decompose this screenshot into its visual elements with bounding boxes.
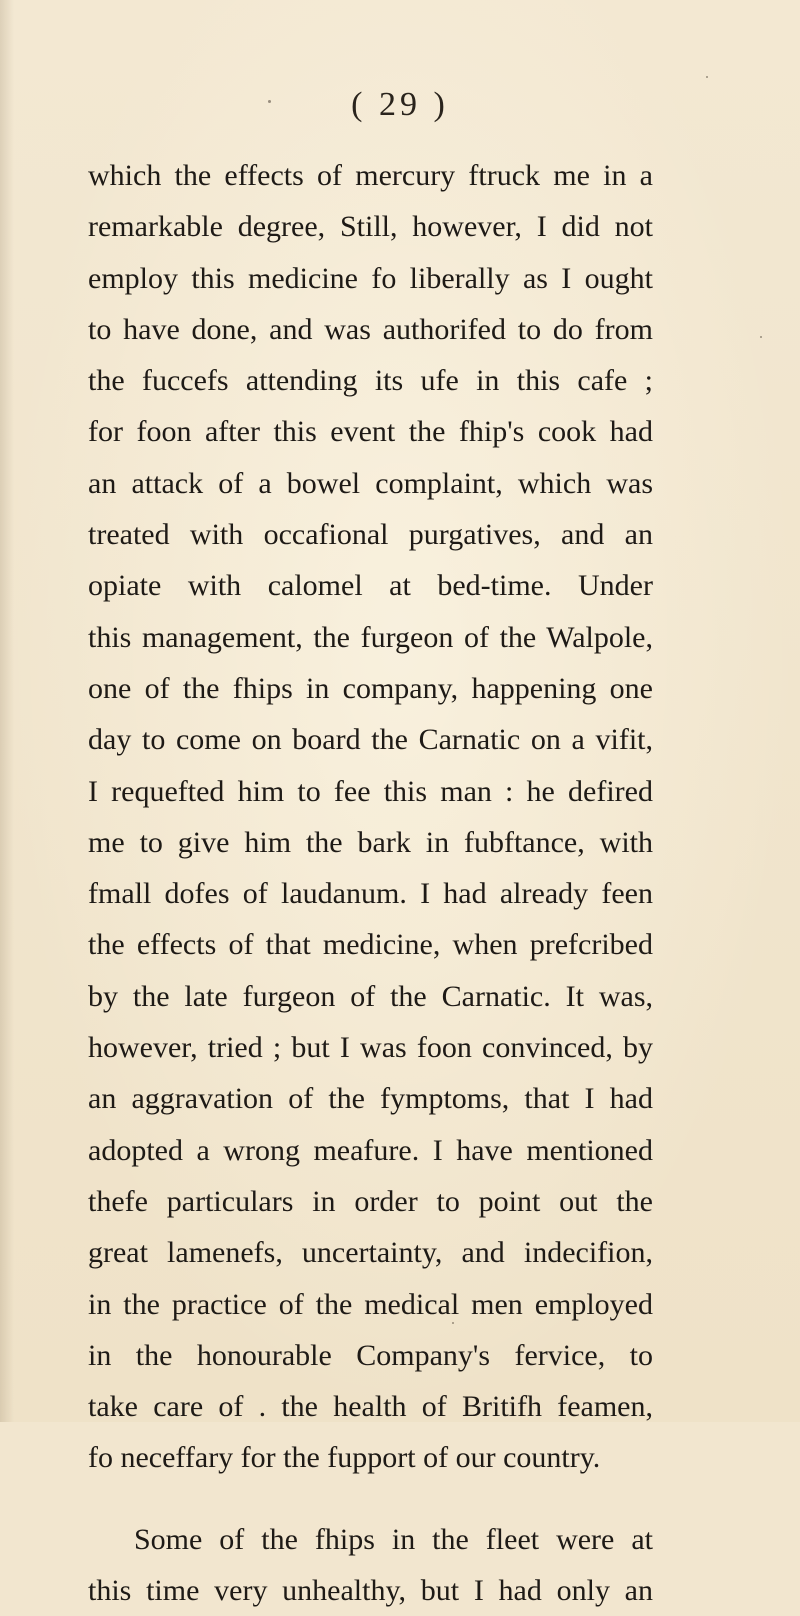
text-line: by the late furgeon of the Carnatic. It was,: [88, 979, 653, 1013]
paragraph-1: [88, 150, 653, 1484]
text-line: the fuccefs attending its ufe in this cafe ;: [88, 364, 653, 398]
text-line: Some of the fhips in the fleet were at: [134, 1522, 653, 1556]
text-line: day to come on board the Carnatic on a vifit,: [88, 723, 653, 757]
body-text: [88, 150, 653, 1616]
paragraph-gap: [88, 1484, 653, 1514]
text-line: one of the fhips in company, happening one: [88, 671, 653, 705]
text-line: an aggravation of the fymptoms, that I had: [88, 1082, 653, 1116]
text-line: take care of . the health of Britifh feamen,: [88, 1390, 653, 1424]
paragraph-2: [88, 1514, 653, 1616]
text-line: an attack of a bowel complaint, which was: [88, 466, 653, 500]
text-line: opiate with calomel at bed-time. Under: [88, 569, 653, 603]
text-line: however, tried ; but I was foon convinced, by: [88, 1031, 653, 1065]
page-number: ( 29 ): [351, 86, 449, 123]
text-line: for foon after this event the fhip's cook had: [88, 415, 653, 449]
text-line: remarkable degree, Still, however, I did not: [88, 210, 653, 244]
text-line: which the effects of mercury ftruck me in a: [88, 159, 653, 192]
text-line: fmall dofes of laudanum. I had already feen: [88, 877, 653, 911]
text-line: in the honourable Company's fervice, to: [88, 1338, 653, 1372]
text-line: fo neceffary for the fupport of our country.: [88, 1441, 601, 1475]
text-line: thefe particulars in order to point out the: [88, 1184, 653, 1218]
paper-speck: [706, 76, 708, 78]
text-line: me to give him the bark in fubftance, with: [88, 825, 653, 859]
text-line: treated with occafional purgatives, and an: [88, 518, 653, 552]
text-line: I requefted him to fee this man : he defired: [88, 774, 653, 808]
text-line: great lamenefs, uncertainty, and indecifion,: [88, 1236, 653, 1270]
text-line: this management, the furgeon of the Walpole,: [88, 620, 653, 654]
paper-speck: [268, 100, 271, 103]
text-line: this time very unhealthy, but I had only an: [88, 1574, 653, 1608]
text-line: to have done, and was authorifed to do from: [88, 312, 653, 346]
text-line: employ this medicine fo liberally as I ought: [88, 261, 653, 295]
text-line: adopted a wrong meafure. I have mentioned: [88, 1133, 653, 1167]
paper-speck: [452, 1322, 454, 1324]
page-gutter-shadow: [0, 0, 14, 1422]
paper-speck: [760, 336, 762, 338]
text-line: in the practice of the medical men employed: [88, 1287, 653, 1321]
text-line: the effects of that medicine, when prefcribed: [88, 928, 653, 962]
